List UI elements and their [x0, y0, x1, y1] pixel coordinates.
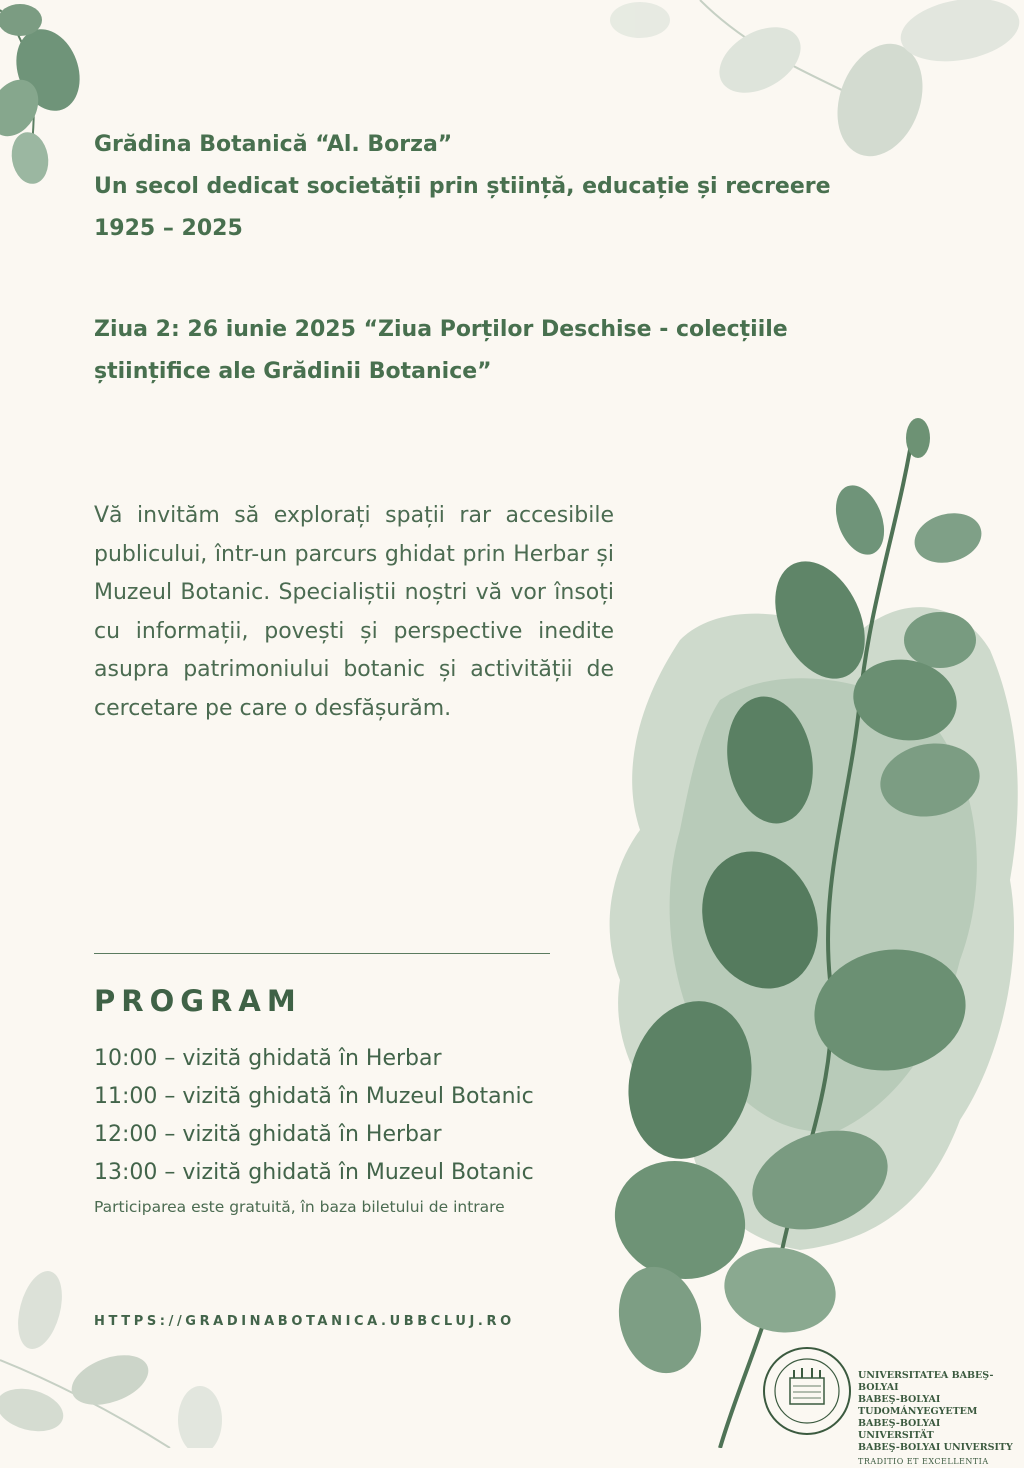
- university-name-ro: UNIVERSITATEA BABEŞ-BOLYAI: [858, 1370, 994, 1393]
- program-item: 13:00 – vizită ghidată în Muzeul Botanic: [94, 1160, 534, 1185]
- program-list: [94, 1040, 694, 1192]
- garden-name: Grădina Botanică “Al. Borza”: [94, 132, 453, 157]
- top-left-leaves: [0, 4, 91, 187]
- university-names: [858, 1370, 1018, 1468]
- event-tagline: Un secol dedicat societății prin știință, educație și recreere: [94, 174, 831, 199]
- event-header: [94, 124, 974, 250]
- program-item: 10:00 – vizită ghidată în Herbar: [94, 1046, 442, 1071]
- day-title-line2: științifice ale Grădinii Botanice”: [94, 359, 492, 384]
- university-motto: TRADITIO ET EXCELLENTIA: [858, 1457, 989, 1466]
- event-years: 1925 – 2025: [94, 216, 243, 241]
- website-link[interactable]: HTTPS://GRADINABOTANICA.UBBCLUJ.RO: [94, 1314, 515, 1329]
- day-title-line1: Ziua 2: 26 iunie 2025 “Ziua Porților Deschise - colecțiile: [94, 317, 788, 342]
- admission-note: Participarea este gratuită, în baza biletului de intrare: [94, 1198, 505, 1216]
- program-title: PROGRAM: [94, 984, 302, 1018]
- university-seal-icon: [762, 1346, 852, 1436]
- university-name-hu: BABEŞ-BOLYAI TUDOMÁNYEGYETEM: [858, 1394, 978, 1417]
- invitation-paragraph: Vă invităm să explorați spații rar accesibile publicului, într-un parcurs ghidat prin Herbar și Muzeul Botanic. Specialiștii noștri vă vor însoți cu informații, povești și perspective inedite asupra patrimoniului botanic și activității de cercetare pe care o desfășurăm.: [94, 503, 614, 721]
- program-item: 11:00 – vizită ghidată în Muzeul Botanic: [94, 1084, 534, 1109]
- divider: [94, 953, 550, 954]
- university-name-en: BABEŞ-BOLYAI UNIVERSITY: [858, 1442, 1013, 1453]
- day-title: [94, 309, 954, 393]
- university-name-de: BABEŞ-BOLYAI UNIVERSITÄT: [858, 1418, 941, 1441]
- bottom-left-leaves: [0, 1266, 222, 1448]
- program-item: 12:00 – vizită ghidată în Herbar: [94, 1122, 442, 1147]
